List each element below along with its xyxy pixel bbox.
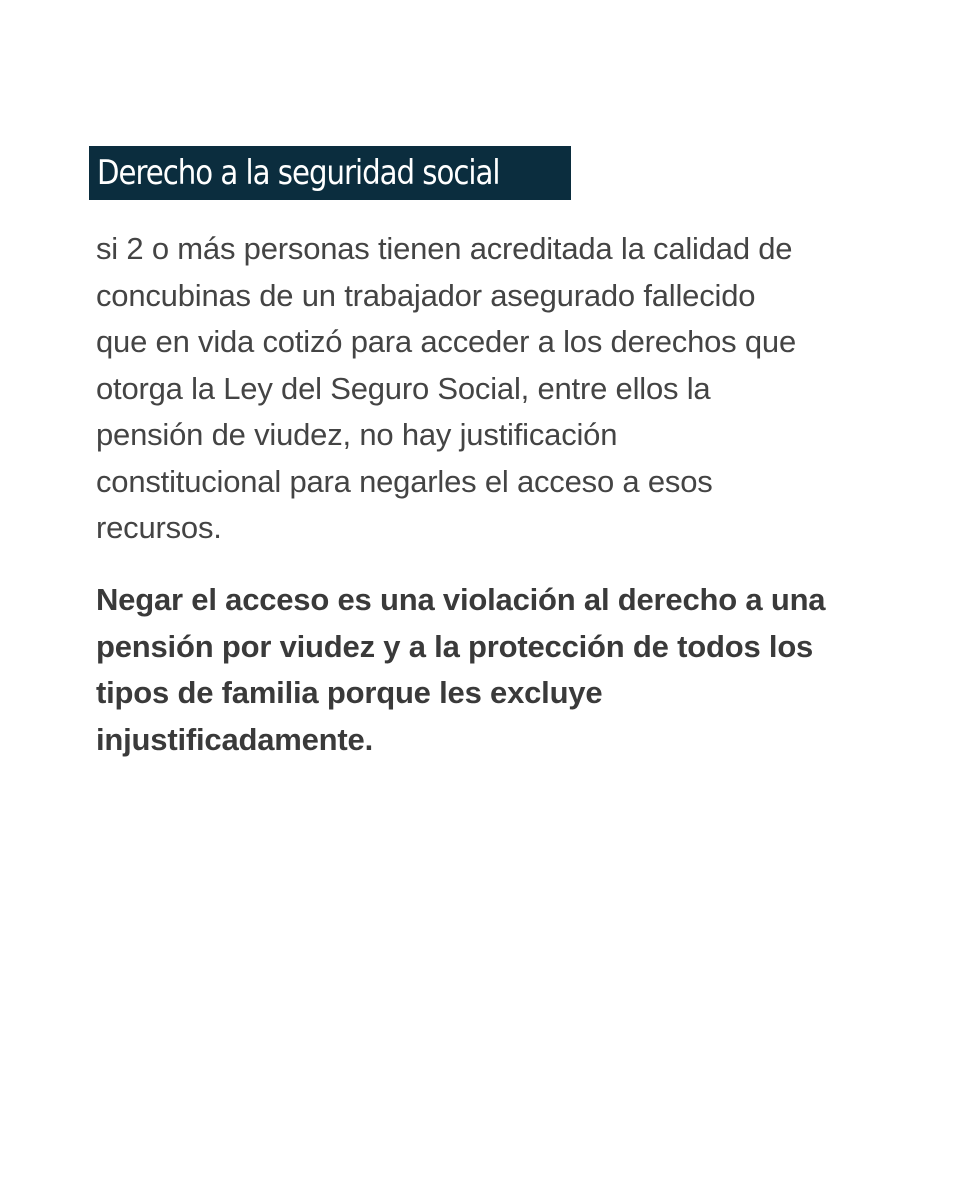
body-line: constitucional para negarles el acceso a esos (96, 463, 713, 499)
body-line: que en vida cotizó para acceder a los derechos que (96, 324, 797, 359)
body-line: recursos. (96, 510, 222, 545)
body-line: pensión de viudez, no hay justificación (96, 417, 618, 452)
body-line: otorga la Ley del Seguro Social, entre ellos la (96, 370, 711, 406)
conclusion-line: injustificadamente. (96, 721, 373, 757)
conclusion-line: Negar el acceso es una violación al derecho a una (96, 582, 826, 617)
page-title: Derecho a la seguridad social (97, 153, 500, 193)
body-paragraph (96, 226, 876, 552)
conclusion-line: pensión por viudez y a la protección de todos los (96, 628, 814, 664)
heading-badge (89, 146, 571, 200)
conclusion-paragraph (96, 577, 876, 763)
conclusion-line: tipos de familia porque les excluye (96, 675, 603, 710)
body-line: si 2 o más personas tienen acreditada la calidad de (96, 231, 793, 266)
body-line: concubinas de un trabajador asegurado fallecido (96, 277, 756, 313)
